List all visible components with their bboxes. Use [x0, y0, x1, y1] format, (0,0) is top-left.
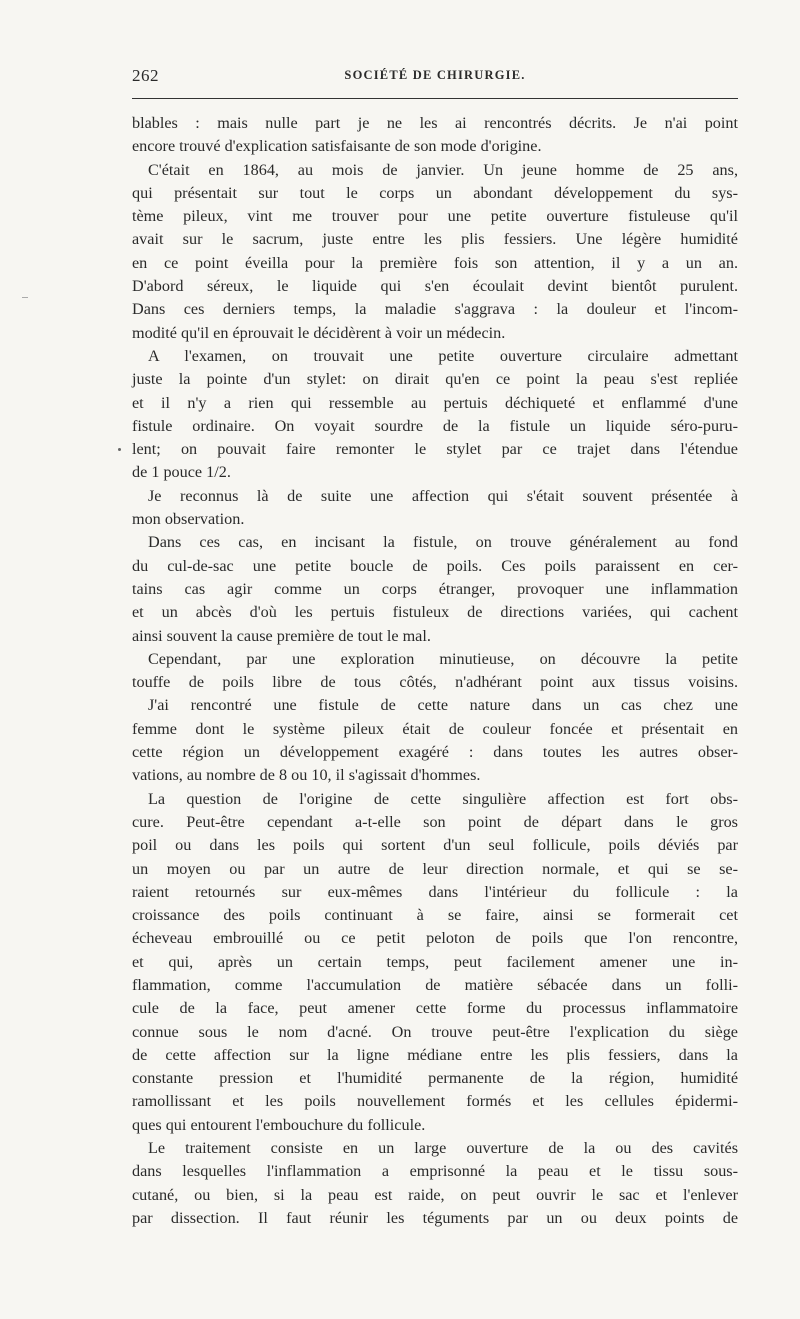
- text-line: encore trouvé d'explication satisfaisante de son mode d'origine.: [132, 137, 542, 156]
- text-line: écheveau embrouillé ou ce petit peloton de poils que l'on rencontre,: [132, 929, 738, 948]
- text-line: Je reconnus là de suite une affection qui s'était souvent présentée à: [148, 486, 738, 505]
- text-line: de cette affection sur la ligne médiane entre les plis fessiers, dans la: [132, 1045, 738, 1064]
- text-line: D'abord séreux, le liquide qui s'en écoulait devint bientôt purulent.: [132, 277, 738, 296]
- running-head: [132, 64, 738, 90]
- text-line: vations, au nombre de 8 ou 10, il s'agissait d'hommes.: [132, 766, 481, 785]
- text-line: tains cas agir comme un corps étranger, provoquer une inflammation: [132, 579, 738, 598]
- margin-dash-mark: [22, 297, 28, 298]
- text-line: en ce point éveilla pour la première fois son attention, il y a un an.: [132, 253, 738, 272]
- page-number: 262: [132, 66, 159, 85]
- text-line: cutané, ou bien, si la peau est raide, on peut ouvrir le sac et l'enlever: [132, 1185, 738, 1204]
- text-line: Dans ces derniers temps, la maladie s'aggrava : la douleur et l'incom-: [132, 300, 738, 319]
- margin-dot-mark: [118, 448, 121, 451]
- text-line: modité qu'il en éprouvait le décidèrent à voir un médecin.: [132, 323, 506, 342]
- text-line: du cul-de-sac une petite boucle de poils. Ces poils paraissent en cer-: [132, 556, 738, 575]
- text-line: constante pression et l'humidité permanente de la région, humidité: [132, 1069, 738, 1088]
- text-line: raient retournés sur eux-mêmes dans l'intérieur du follicule : la: [132, 882, 738, 901]
- text-line: Cependant, par une exploration minutieuse, on découvre la petite: [148, 649, 738, 668]
- text-line: tème pileux, vint me trouver pour une petite ouverture fistuleuse qu'il: [132, 207, 738, 226]
- text-line: de 1 pouce 1/2.: [132, 463, 231, 482]
- journal-title: SOCIÉTÉ DE CHIRURGIE.: [344, 68, 526, 82]
- text-line: connue sous le nom d'acné. On trouve peut-être l'explication du siège: [132, 1022, 738, 1041]
- text-line: et qui, après un certain temps, peut facilement amener une in-: [132, 952, 738, 971]
- text-line: ainsi souvent la cause première de tout le mal.: [132, 626, 431, 645]
- text-line: A l'examen, on trouvait une petite ouverture circulaire admettant: [148, 346, 738, 365]
- text-line: juste la pointe d'un stylet: on dirait qu'en ce point la peau s'est repliée: [132, 370, 738, 389]
- text-line: ques qui entourent l'embouchure du follicule.: [132, 1115, 426, 1134]
- text-line: fistule ordinaire. On voyait sourdre de la fistule un liquide séro-puru-: [132, 416, 738, 435]
- body-text: [132, 112, 738, 1230]
- text-line: avait sur le sacrum, juste entre les plis fessiers. Une légère humidité: [132, 230, 738, 249]
- text-line: lent; on pouvait faire remonter le stylet par ce trajet dans l'étendue: [132, 440, 738, 459]
- text-line: Dans ces cas, en incisant la fistule, on trouve généralement au fond: [148, 533, 738, 552]
- text-line: flammation, comme l'accumulation de matière sébacée dans un folli-: [132, 975, 738, 994]
- text-line: dans lesquelles l'inflammation a emprisonné la peau et le tissu sous-: [132, 1162, 738, 1181]
- text-line: Le traitement consiste en un large ouverture de la ou des cavités: [148, 1139, 738, 1158]
- text-line: ramollissant et les poils nouvellement formés et les cellules épidermi-: [132, 1092, 738, 1111]
- text-line: un moyen ou par un autre de leur direction normale, et qui se se-: [132, 859, 738, 878]
- header-rule: [132, 98, 738, 99]
- text-line: croissance des poils continuant à se faire, ainsi se formerait cet: [132, 906, 738, 925]
- text-line: femme dont le système pileux était de couleur foncée et présentait en: [132, 719, 738, 738]
- text-line: et il n'y a rien qui ressemble au pertuis déchiqueté et enflammé d'une: [132, 393, 738, 412]
- text-line: touffe de poils libre de tous côtés, n'adhérant point aux tissus voisins.: [132, 673, 738, 692]
- text-line: mon observation.: [132, 510, 245, 529]
- text-line: cule de la face, peut amener cette forme du processus inflammatoire: [132, 999, 738, 1018]
- text-line: blables : mais nulle part je ne les ai rencontrés décrits. Je n'ai point: [132, 114, 738, 132]
- text-line: poil ou dans les poils qui sortent d'un seul follicule, poils déviés par: [132, 836, 738, 855]
- text-line: C'était en 1864, au mois de janvier. Un jeune homme de 25 ans,: [148, 160, 738, 179]
- text-line: cure. Peut-être cependant a-t-elle son point de départ dans le gros: [132, 812, 738, 831]
- text-line: et un abcès d'où les pertuis fistuleux de directions variées, qui cachent: [132, 603, 738, 622]
- text-line: qui présentait sur tout le corps un abondant développement du sys-: [132, 183, 738, 202]
- text-line: cette région un développement exagéré : dans toutes les autres obser-: [132, 743, 738, 762]
- text-line: par dissection. Il faut réunir les téguments par un ou deux points de: [132, 1208, 738, 1227]
- text-line: La question de l'origine de cette singulière affection est fort obs-: [148, 789, 738, 808]
- text-line: J'ai rencontré une fistule de cette nature dans un cas chez une: [148, 696, 738, 715]
